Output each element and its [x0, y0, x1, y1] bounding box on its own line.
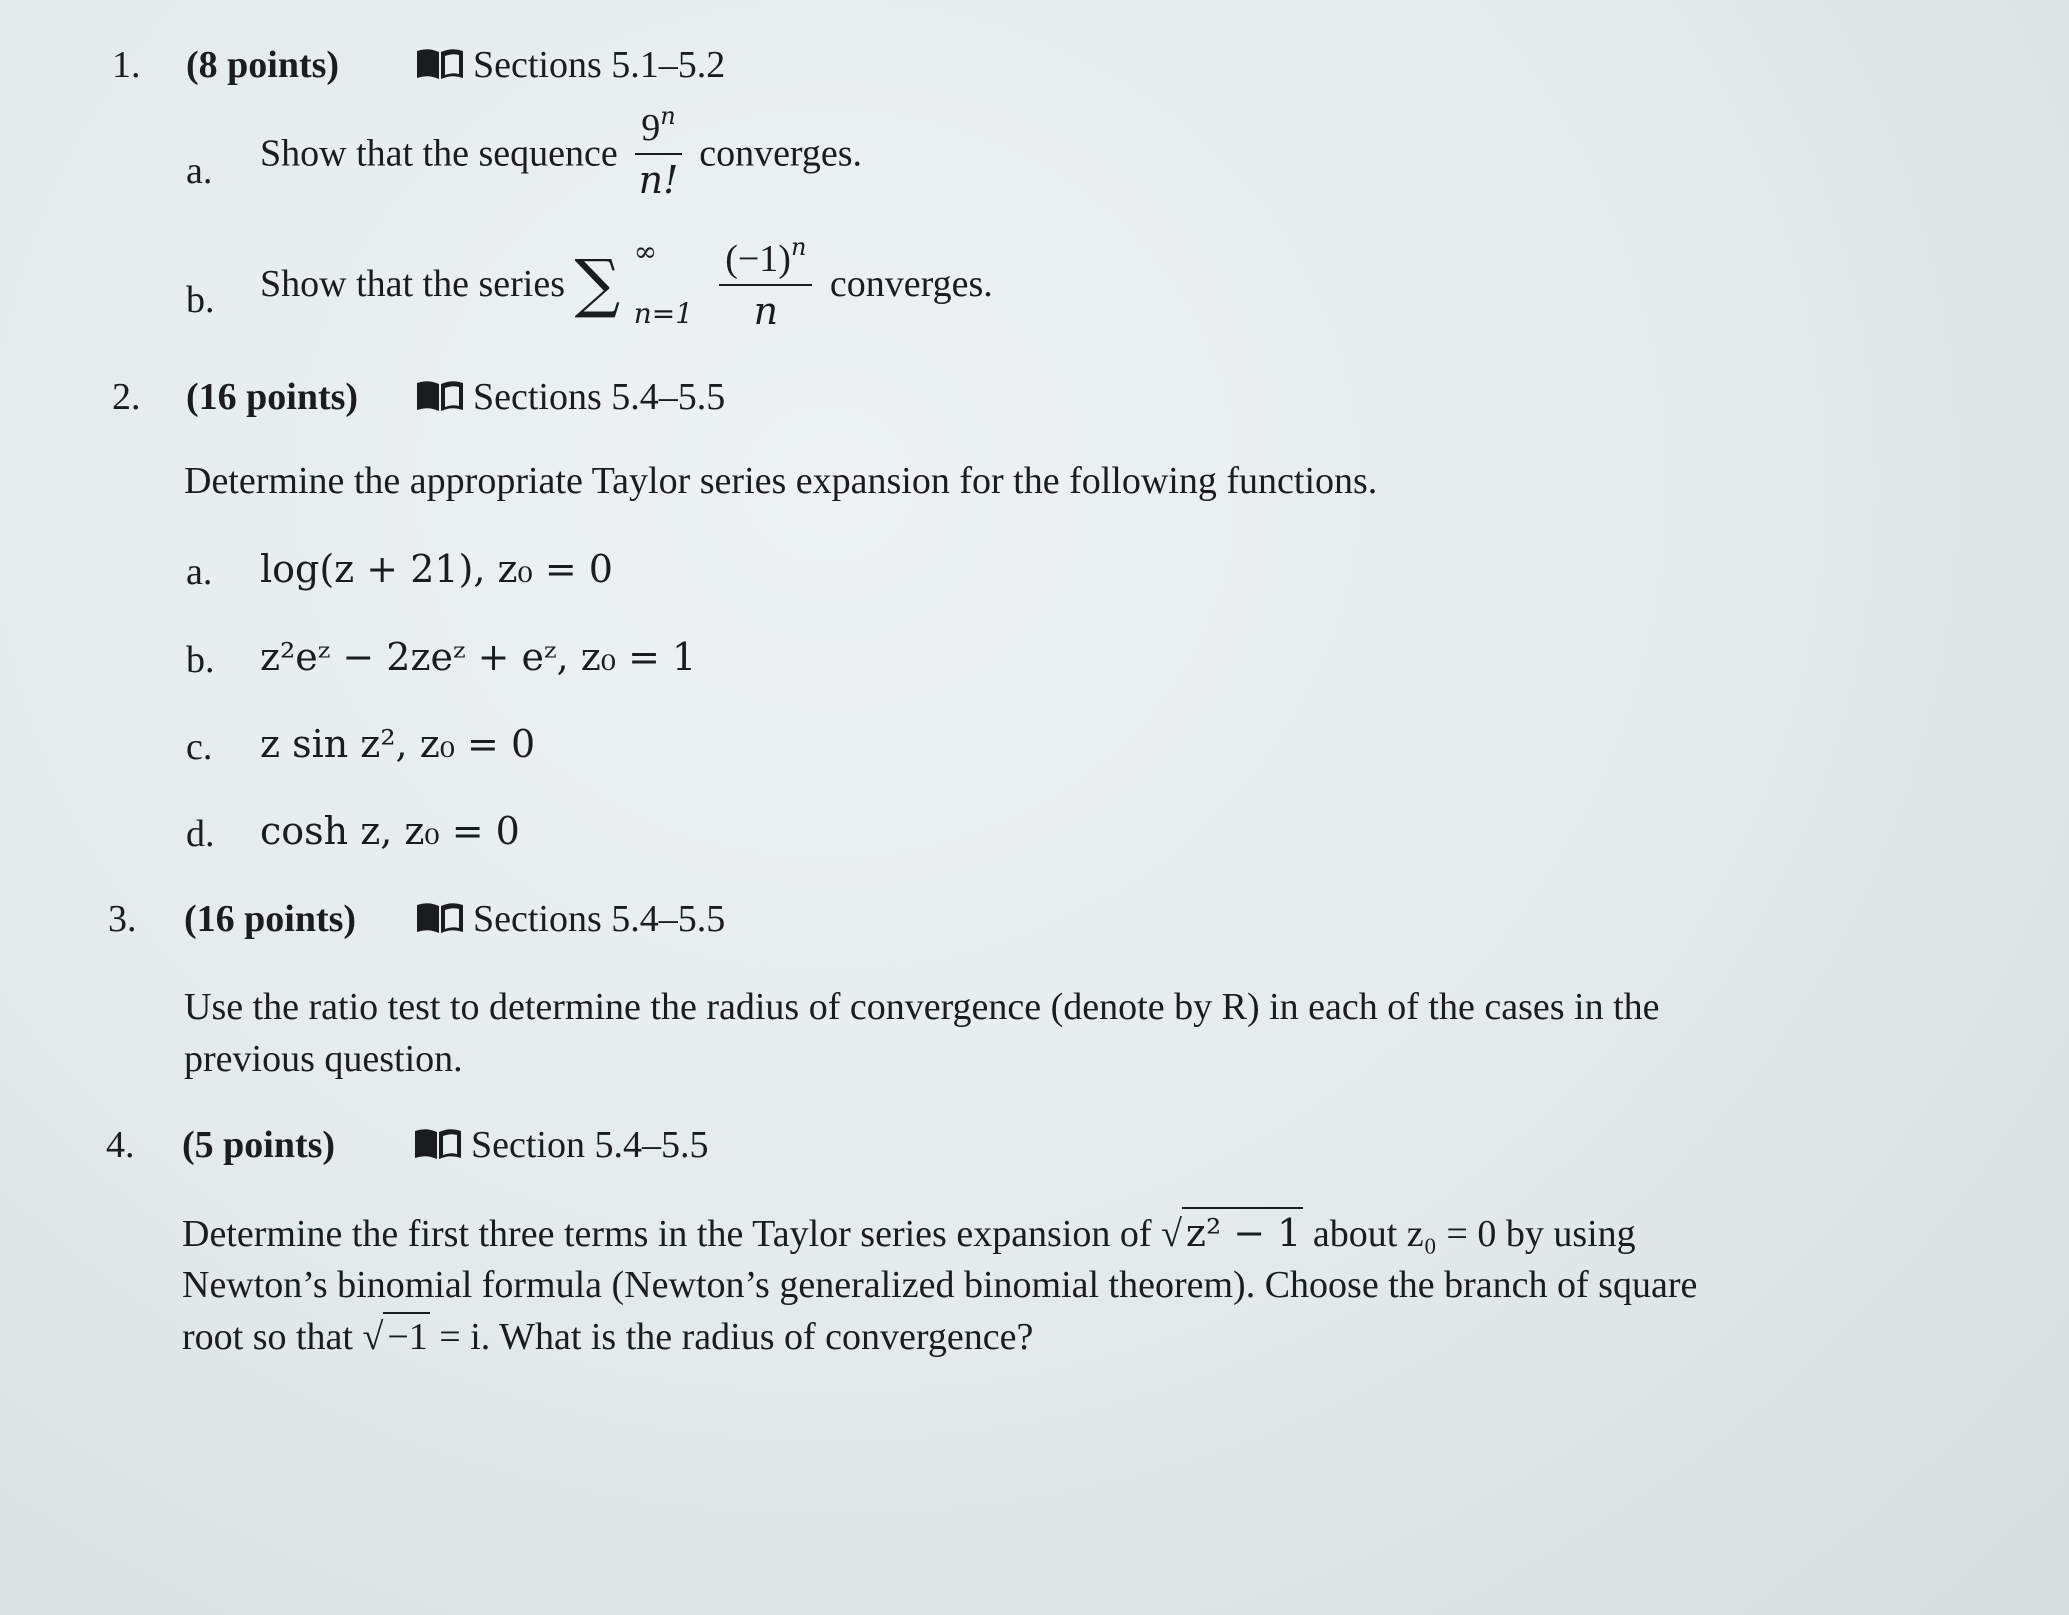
exponent: n	[660, 102, 676, 130]
problem-1-section	[415, 46, 725, 84]
fraction	[719, 232, 812, 333]
problem-3-points	[184, 900, 356, 938]
problem-2-section	[415, 378, 725, 416]
open-book-icon	[413, 1127, 463, 1161]
open-book-icon	[415, 47, 465, 81]
sum-lower: n=1	[633, 297, 694, 330]
points-label: (5 points)	[182, 1124, 336, 1166]
part-2d-expr: cosh z, z₀ = 0	[260, 809, 520, 853]
summation-limits	[630, 235, 702, 330]
problem-3-instruction-line1: Use the ratio test to determine the radius of convergence (denote by R) in each of the cases in the	[184, 986, 1660, 1028]
line3-text-b: = i. What is the radius of convergence?	[439, 1316, 1034, 1358]
denominator: n	[753, 288, 779, 333]
open-book-icon	[415, 379, 465, 413]
problem-1-points	[186, 46, 339, 84]
points-label: (16 points)	[186, 376, 359, 418]
section-ref: Sections 5.4–5.5	[473, 898, 726, 940]
part-1b	[260, 232, 993, 333]
problem-4-number: 4.	[106, 1124, 135, 1166]
part-1a-lead: Show that the sequence	[260, 132, 618, 175]
part-1b-lead: Show that the series	[260, 263, 566, 305]
problem-number: 1.	[112, 44, 141, 86]
problem-4-section	[413, 1126, 708, 1164]
problem-2-instruction: Determine the appropriate Taylor series expansion for the following functions.	[184, 460, 1378, 502]
part-2c-label: c.	[186, 726, 213, 768]
square-root: √ z² − 1	[1161, 1214, 1303, 1253]
numerator: (−1)	[725, 237, 791, 280]
radicand: −1	[383, 1312, 429, 1358]
problem-3-section	[415, 900, 725, 938]
part-2b-label: b.	[186, 639, 215, 681]
problem-4-line2: Newton’s binomial formula (Newton’s generalized binomial theorem). Choose the branch of square	[182, 1264, 1698, 1306]
exponent: n	[790, 232, 807, 261]
section-ref: Section 5.4–5.5	[471, 1124, 709, 1166]
line3-text-a: root so that	[182, 1316, 353, 1358]
problem-4-points	[182, 1126, 335, 1164]
part-1a	[260, 102, 863, 202]
problem-2-points	[186, 378, 358, 416]
part-2b-expr: z²eᶻ − 2zeᶻ + eᶻ, z₀ = 1	[260, 635, 697, 679]
part-1b-label: b.	[186, 279, 215, 321]
fraction	[635, 102, 681, 202]
points-label: (16 points)	[184, 898, 357, 940]
open-book-icon	[415, 901, 465, 935]
part-1a-label: a.	[186, 150, 213, 192]
numerator: 9	[641, 107, 661, 149]
points-label: (8 points)	[186, 44, 340, 86]
problem-4-line1	[182, 1211, 1636, 1255]
line1-text-b: about z₀ = 0 by using	[1312, 1213, 1636, 1255]
part-2c-expr: z sin z², z₀ = 0	[260, 722, 536, 766]
sum-upper: ∞	[633, 235, 658, 268]
part-2a-label: a.	[186, 551, 213, 593]
problem-4-line3	[182, 1318, 1033, 1356]
summation-symbol: ∑	[574, 247, 621, 321]
part-1b-trail: converges.	[829, 263, 993, 305]
part-1a-trail: converges.	[699, 132, 863, 175]
square-root: √ −1	[362, 1318, 429, 1356]
denominator: n!	[638, 158, 679, 202]
problem-2-number: 2.	[112, 376, 141, 418]
line1-text-a: Determine the first three terms in the Taylor series expansion of	[182, 1213, 1152, 1255]
problem-3-instruction-line2: previous question.	[184, 1038, 463, 1080]
section-ref: Sections 5.1–5.2	[473, 44, 726, 86]
section-ref: Sections 5.4–5.5	[473, 376, 726, 418]
part-2d-label: d.	[186, 813, 215, 855]
problem-1-header	[112, 46, 141, 84]
radicand: z² − 1	[1182, 1207, 1303, 1255]
problem-3-number: 3.	[108, 898, 137, 940]
part-2a-expr: log(z + 21), z₀ = 0	[260, 547, 613, 591]
